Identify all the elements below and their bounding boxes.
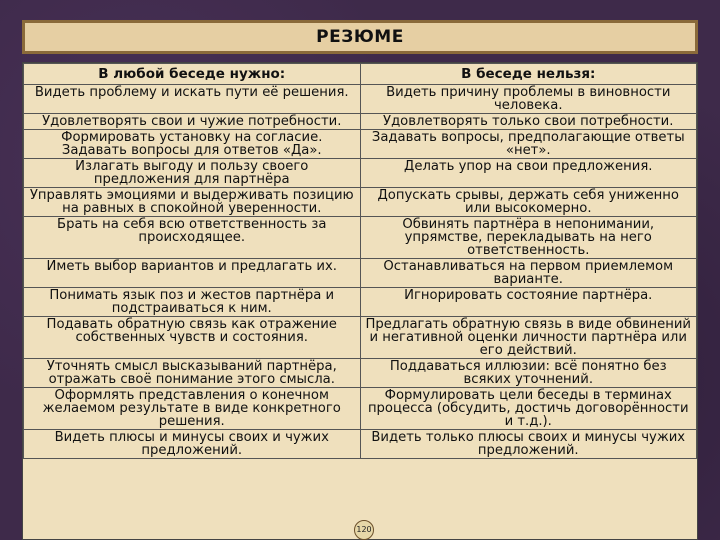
cell-left: Иметь выбор вариантов и предлагать их. [24,259,361,288]
cell-left: Понимать язык поз и жестов партнёра и подстраиваться к ним. [24,288,361,317]
table-row [24,288,697,317]
table-row [24,259,697,288]
summary-table-container [22,62,698,540]
cell-right: Задавать вопросы, предполагающие ответы «нет». [360,130,697,159]
header-row [24,64,697,85]
cell-right: Удовлетворять только свои потребности. [360,114,697,130]
table-row [24,188,697,217]
cell-right: Допускать срывы, держать себя униженно или высокомерно. [360,188,697,217]
cell-right: Видеть только плюсы своих и минусы чужих предложений. [360,430,697,459]
table-row [24,85,697,114]
cell-right: Видеть причину проблемы в виновности человека. [360,85,697,114]
table-row [24,388,697,430]
cell-left: Подавать обратную связь как отражение собственных чувств и состояния. [24,317,361,359]
cell-right: Делать упор на свои предложения. [360,159,697,188]
table-row [24,130,697,159]
page-title: РЕЗЮМЕ [316,27,404,47]
cell-left: Уточнять смысл высказываний партнёра, отражать своё понимание этого смысла. [24,359,361,388]
table-row [24,430,697,459]
cell-left: Видеть плюсы и минусы своих и чужих предложений. [24,430,361,459]
cell-right: Формулировать цели беседы в терминах процесса (обсудить, достичь договорённости и т.д.). [360,388,697,430]
cell-right: Обвинять партнёра в непонимании, упрямстве, перекладывать на него ответственность. [360,217,697,259]
page-number-badge: 120 [354,520,374,540]
table-row [24,159,697,188]
cell-left: Оформлять представления о конечном желаемом результате в виде конкретного решения. [24,388,361,430]
cell-left: Формировать установку на согласие. Задавать вопросы для ответов «Да». [24,130,361,159]
title-bar [22,20,698,54]
table-row [24,317,697,359]
cell-left: Видеть проблему и искать пути её решения. [24,85,361,114]
cell-left: Излагать выгоду и пользу своего предложения для партнёра [24,159,361,188]
table-row [24,217,697,259]
column-header-left: В любой беседе нужно: [24,64,361,85]
column-header-right: В беседе нельзя: [360,64,697,85]
table-row [24,114,697,130]
cell-right: Игнорировать состояние партнёра. [360,288,697,317]
cell-right: Предлагать обратную связь в виде обвинений и негативной оценки личности партнёра или его действий. [360,317,697,359]
cell-left: Управлять эмоциями и выдерживать позицию на равных в спокойной уверенности. [24,188,361,217]
cell-right: Поддаваться иллюзии: всё понятно без всяких уточнений. [360,359,697,388]
cell-left: Удовлетворять свои и чужие потребности. [24,114,361,130]
cell-left: Брать на себя всю ответственность за происходящее. [24,217,361,259]
table-row [24,359,697,388]
cell-right: Останавливаться на первом приемлемом варианте. [360,259,697,288]
summary-table [23,63,697,459]
